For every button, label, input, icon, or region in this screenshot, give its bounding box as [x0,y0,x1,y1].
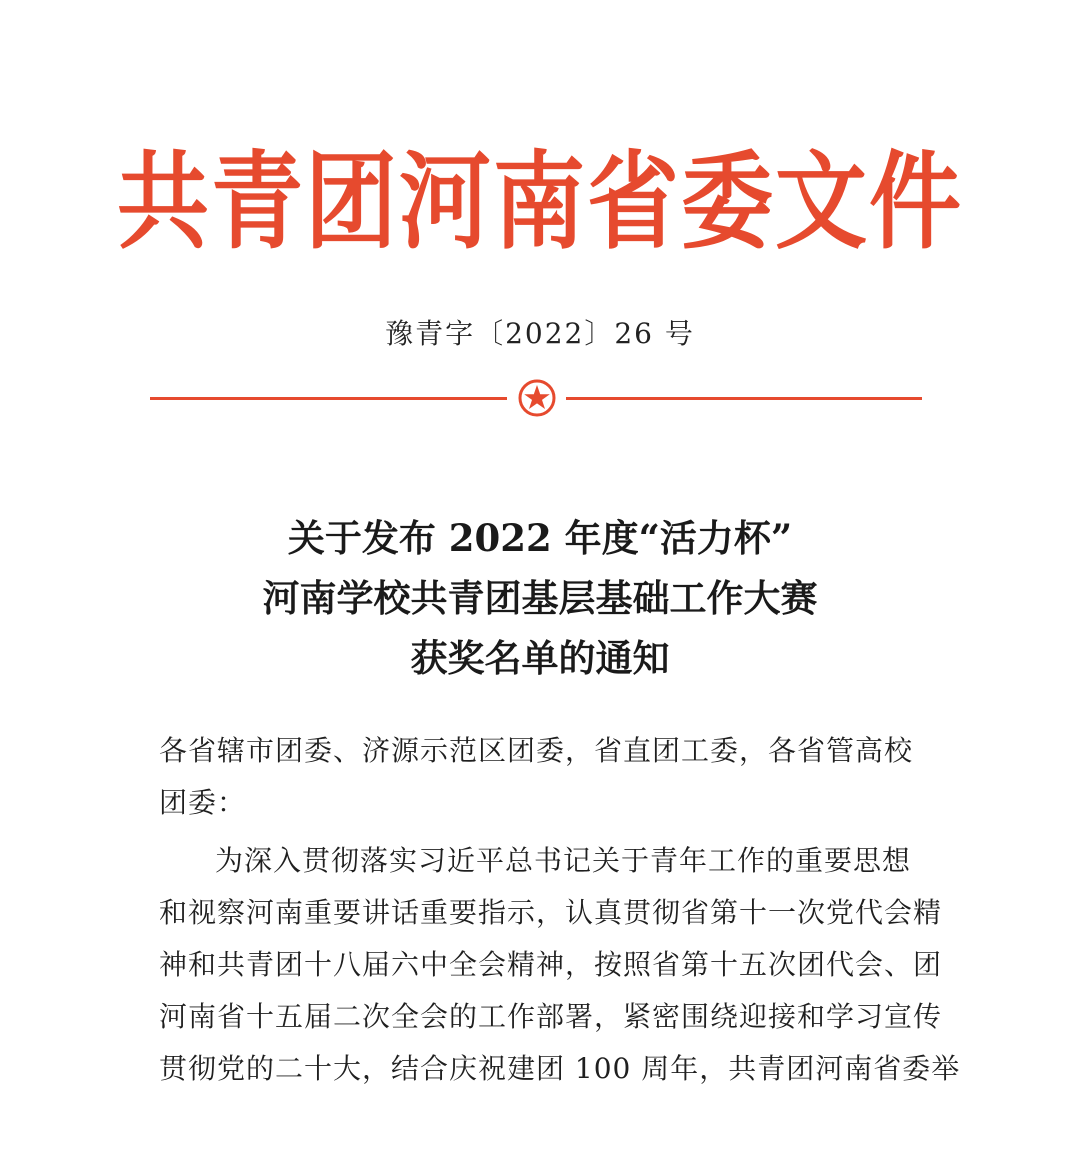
paragraph-line-1: 为深入贯彻落实习近平总书记关于青年工作的重要思想 [215,844,912,877]
document-header-title: 共青团河南省委文件 [116,140,963,264]
document-title [0,508,1080,688]
title-line-1: 关于发布 2022 年度“活力杯” [287,516,793,560]
document-body [159,725,961,1095]
addressee-line-1: 各省辖市团委、济源示范区团委，省直团工委，各省管高校 [159,734,914,767]
star-icon [517,378,557,418]
divider-line-right [566,397,922,400]
title-line-2: 河南学校共青团基层基础工作大赛 [262,576,818,620]
paragraph-line-3: 神和共青团十八届六中全会精神，按照省第十五次团代会、团 [159,948,943,981]
title-line-3: 获奖名单的通知 [410,636,670,680]
paragraph-line-2: 和视察河南重要讲话重要指示，认真贯彻省第十一次党代会精 [159,896,943,929]
addressee-line-2: 团委： [159,786,247,819]
paragraph-line-5: 贯彻党的二十大，结合庆祝建团 100 周年，共青团河南省委举 [159,1052,961,1085]
header-divider [150,378,922,418]
divider-line-left [150,397,507,400]
document-number: 豫青字〔2022〕26 号 [385,317,695,350]
paragraph-line-4: 河南省十五届二次全会的工作部署，紧密围绕迎接和学习宣传 [159,1000,943,1033]
